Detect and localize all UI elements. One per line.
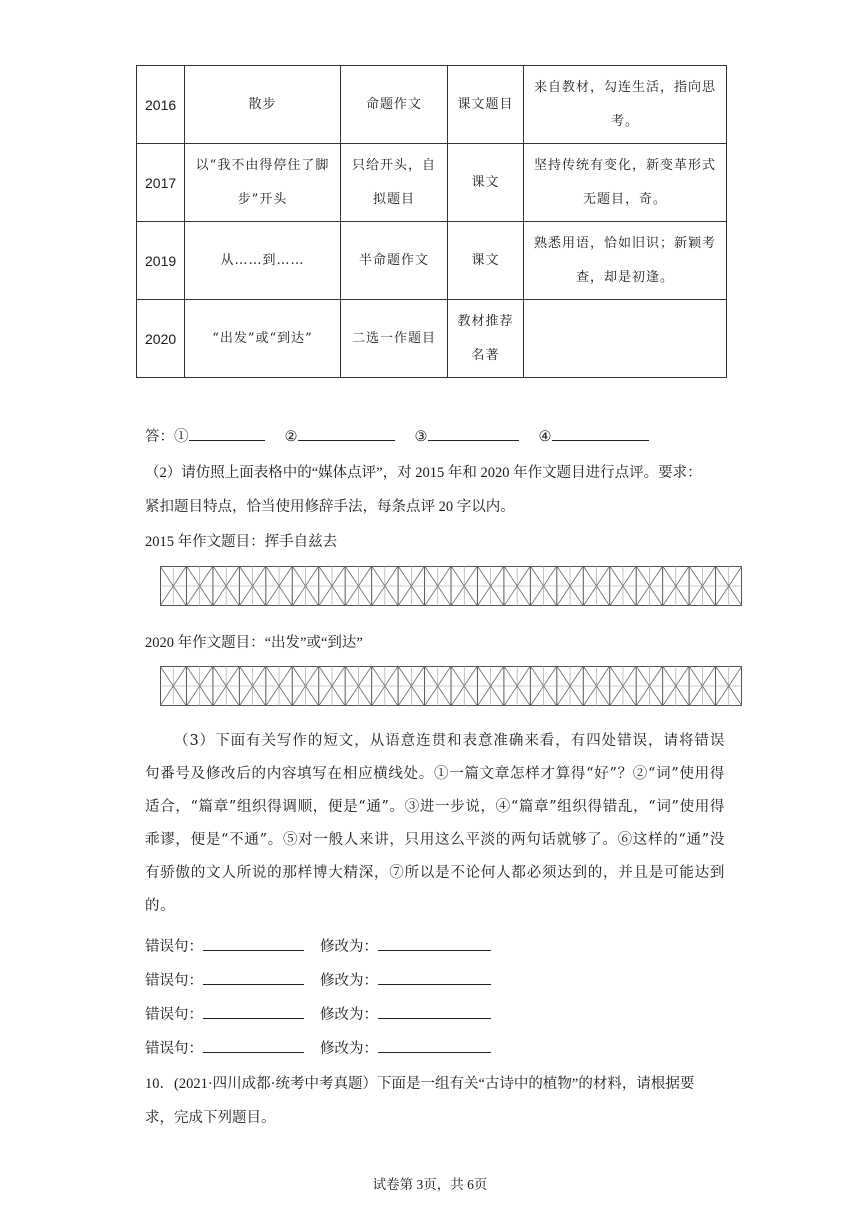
fix-label: 修改为： — [320, 1041, 378, 1057]
q2-line-2: 紧扣题目特点，恰当使用修辞手法，每条点评 20 字以内。 — [145, 499, 515, 515]
answer-mark-3: ③ — [414, 429, 428, 445]
fix-blank[interactable] — [378, 936, 491, 951]
fix-blank[interactable] — [378, 1038, 491, 1053]
answer-blank-4[interactable] — [552, 426, 649, 441]
error-label: 错误句： — [145, 1007, 203, 1023]
source-cell: 课文 — [448, 222, 524, 300]
answer-prefix: 答： — [145, 429, 174, 445]
fix-label: 修改为： — [320, 973, 378, 989]
answer-blank-2[interactable] — [298, 426, 395, 441]
source-cell: 课文题目 — [448, 66, 524, 144]
error-label: 错误句： — [145, 973, 203, 989]
table-row — [137, 222, 727, 300]
year-cell: 2019 — [137, 222, 185, 300]
review-cell: 坚持传统有变化，新变革形式无题目，奇。 — [524, 144, 727, 222]
year-cell: 2017 — [137, 144, 185, 222]
error-label: 错误句： — [145, 1041, 203, 1057]
table-row — [137, 66, 727, 144]
error-blank[interactable] — [203, 970, 304, 985]
source-cell: 课文 — [448, 144, 524, 222]
review-cell: 熟悉用语，恰如旧识；新颖考查，却是初逢。 — [524, 222, 727, 300]
fix-label: 修改为： — [320, 1007, 378, 1023]
answer-blank-3[interactable] — [428, 426, 519, 441]
source-cell: 教材推荐名著 — [448, 300, 524, 378]
answer-blank-1[interactable] — [189, 426, 265, 441]
essay-topic-table — [136, 65, 727, 378]
error-blank[interactable] — [203, 936, 304, 951]
answer-mark-4: ④ — [538, 429, 552, 445]
review-cell — [524, 300, 727, 378]
type-cell: 半命题作文 — [341, 222, 448, 300]
q10-line-2: 求，完成下列题目。 — [145, 1110, 276, 1126]
topic-cell: 以“我不由得停住了脚步”开头 — [185, 144, 341, 222]
fix-label: 修改为： — [320, 939, 378, 955]
answer-line — [145, 425, 649, 446]
answer-mark-1: ① — [174, 429, 189, 445]
topic-cell: 从……到…… — [185, 222, 341, 300]
error-blank[interactable] — [203, 1038, 304, 1053]
writing-grid-2015[interactable] — [160, 566, 742, 606]
error-label: 错误句： — [145, 939, 203, 955]
fix-blank[interactable] — [378, 1004, 491, 1019]
q3-paragraph: （3）下面有关写作的短文，从语意连贯和表意准确来看，有四处错误，请将错误句番号及修改后的内容填写在相应横线处。①一篇文章怎样才算得“好”？②“词”使用得适合，“篇章”组织得调顺，便是“通”。③进一步说，④“篇章”组织得错乱，“词”使用得乖谬，便是“不通”。⑤对一般人来讲，只用这么平淡的两句话就够了。⑥这样的“通”没有骄傲的文人所说的那样博大精深，⑦所以是不论何人都必须达到的，并且是可能达到的。 — [145, 733, 725, 914]
q10-line-1: 10．(2021·四川成都·统考中考真题）下面是一组有关“古诗中的植物”的材料，请根据要 — [145, 1076, 695, 1092]
label-2015: 2015 年作文题目：挥手自兹去 — [145, 534, 338, 550]
label-2020: 2020 年作文题目：“出发”或“到达” — [145, 635, 363, 651]
year-cell: 2016 — [137, 66, 185, 144]
type-cell: 二选一作题目 — [341, 300, 448, 378]
topic-cell: 散步 — [185, 66, 341, 144]
writing-grid-2020[interactable] — [160, 666, 742, 706]
fix-blank[interactable] — [378, 970, 491, 985]
table-row — [137, 144, 727, 222]
error-row-4 — [145, 1037, 491, 1058]
error-blank[interactable] — [203, 1004, 304, 1019]
year-cell: 2020 — [137, 300, 185, 378]
topic-cell: “出发”或“到达” — [185, 300, 341, 378]
error-row-3 — [145, 1003, 491, 1024]
type-cell: 只给开头，自拟题目 — [341, 144, 448, 222]
answer-mark-2: ② — [284, 429, 298, 445]
review-cell: 来自教材，勾连生活，指向思考。 — [524, 66, 727, 144]
error-row-2 — [145, 969, 491, 990]
page-footer: 试卷第 3页，共 6页 — [372, 1177, 488, 1192]
error-row-1 — [145, 935, 491, 956]
q2-line-1: （2）请仿照上面表格中的“媒体点评”，对 2015 年和 2020 年作文题目进行点评。要求： — [145, 465, 702, 481]
type-cell: 命题作文 — [341, 66, 448, 144]
table-row — [137, 300, 727, 378]
